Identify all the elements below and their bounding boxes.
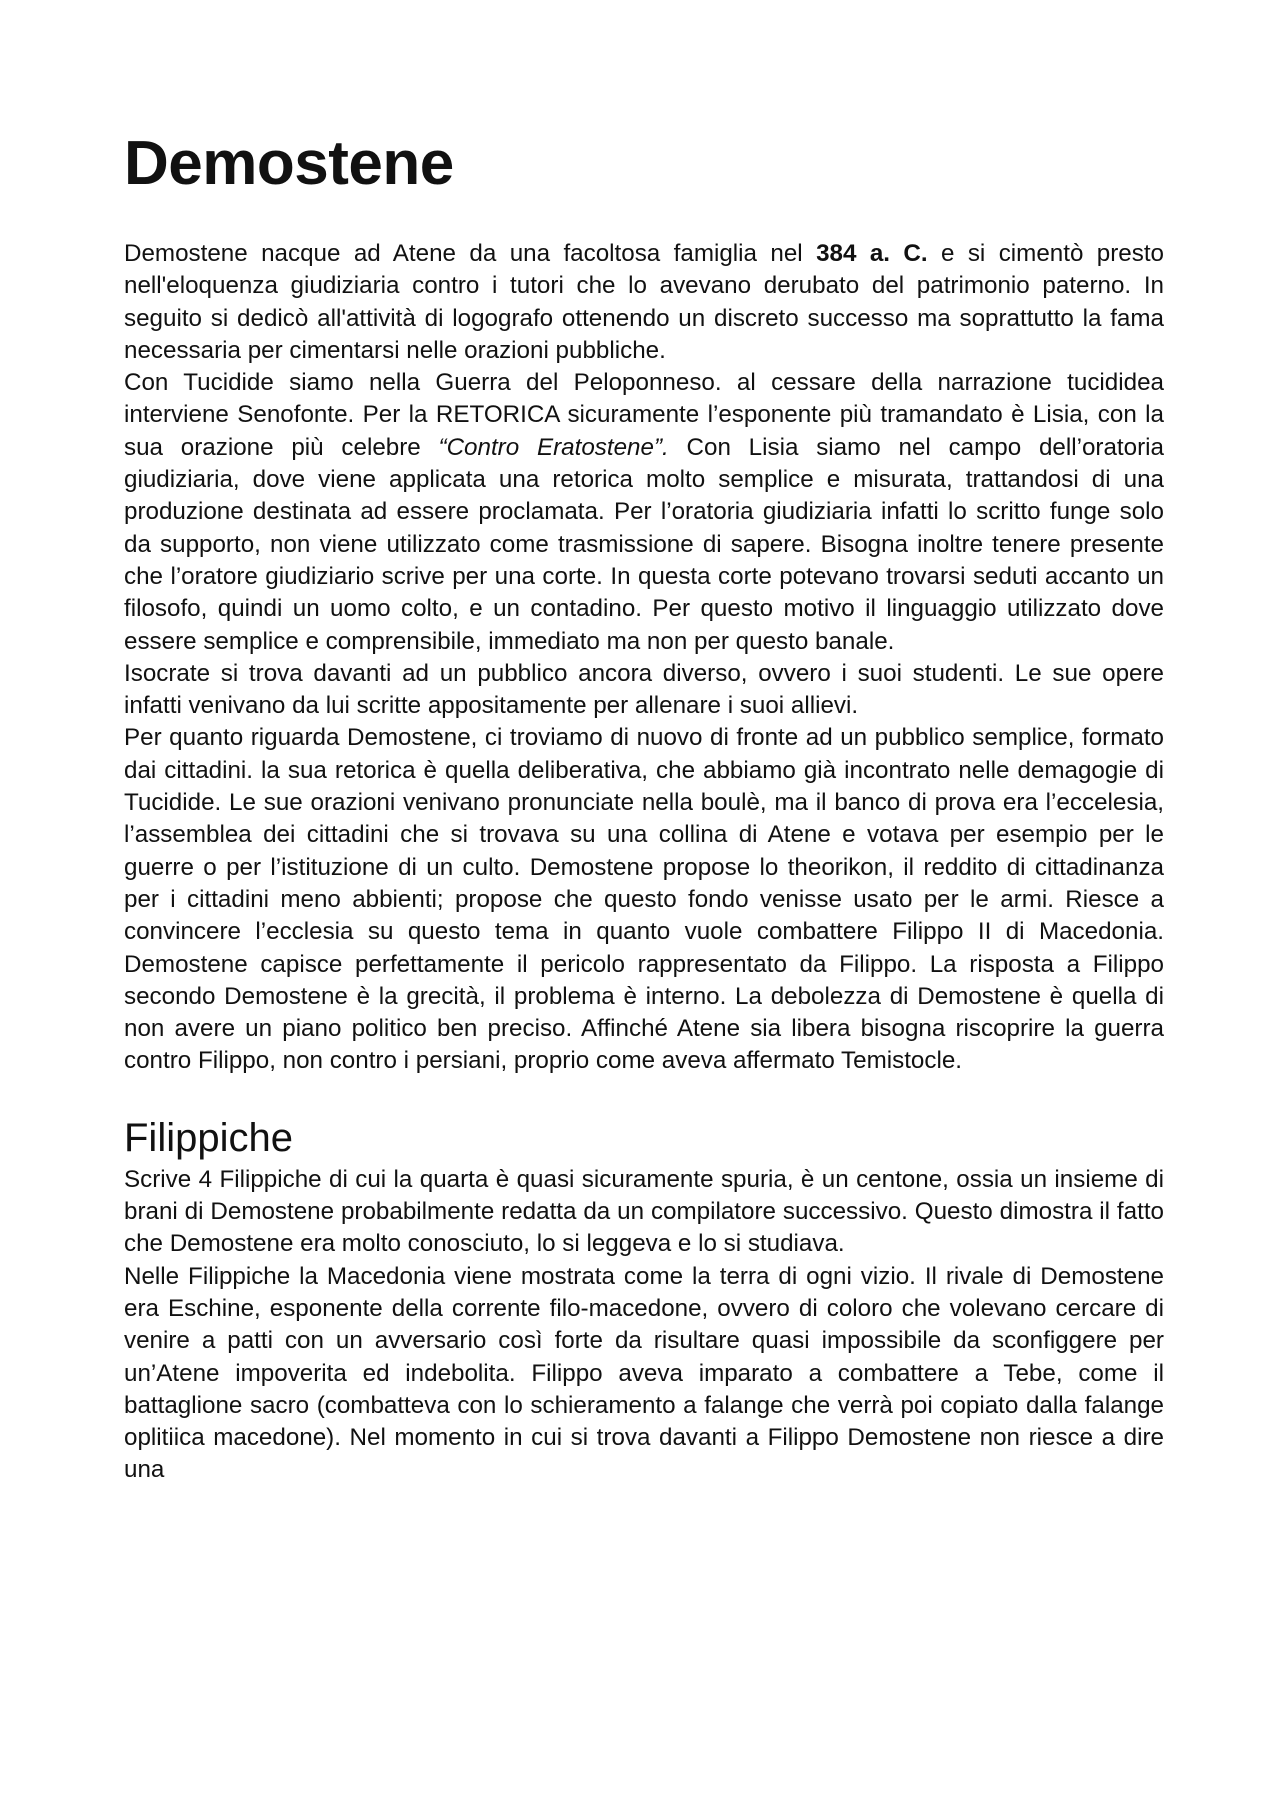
page-title: Demostene (124, 129, 454, 198)
work-title: “Contro Eratostene”. (438, 433, 669, 461)
intro-text-end: e si cimentò presto nell'eloquenza giudiziaria contro i tutori che lo avevano derubato del patrimonio paterno. In seguito si dedicò all'attività di logografo ottenendo un discreto successo ma soprattutto la fama necessaria per cimentarsi nelle orazioni pubbliche. (124, 240, 1165, 364)
section-title-filippiche: Filippiche (124, 1115, 293, 1160)
tucidide-text-end: Con Lisia siamo nel campo dell’oratoria giudiziaria, dove viene applicata una retorica molto semplice e misurata, trattandosi di una produzione destinata ad essere proclamata. Per l’oratoria giudiziaria infatti lo scritto funge solo da supporto, non viene utilizzato come trasmissione di sapere. Bisogna inoltre tenere presente che l’oratore giudiziario scrive per una corte. In questa corte potevano trovarsi seduti accanto un filosofo, quindi un uomo colto, e un contadino. Per questo motivo il linguaggio utilizzato dove essere semplice e comprensibile, immediato ma non per questo banale. (124, 433, 1164, 655)
intro-paragraph (124, 238, 1164, 367)
intro-text-start: Demostene nacque ad Atene da una facoltosa famiglia nel (124, 240, 817, 267)
filippiche-paragraph-1: Scrive 4 Filippiche di cui la quarta è quasi sicuramente spuria, è un centone, ossia un insieme di brani di Demostene probabilmente redatta da un compilatore successivo. Questo dimostra il fatto che Demostene era molto conosciuto, lo si leggeva e lo si studiava. (124, 1165, 1164, 1258)
document-page (124, 124, 1164, 1487)
isocrate-paragraph: Isocrate si trova davanti ad un pubblico ancora diverso, ovvero i suoi studenti. Le sue opere infatti venivano da lui scritte appositamente per allenare i suoi allievi. (124, 659, 1164, 720)
tucidide-paragraph (124, 367, 1164, 658)
tucidide-text-start: Con Tucidide siamo nella Guerra del Peloponneso. al cessare della narrazione tucididea interviene Senofonte. Per la RETORICA sicuramente l’esponente più tramandato è Lisia, con la sua orazione più celebre (124, 369, 1164, 461)
birth-date: 384 a. C. (816, 240, 928, 267)
filippiche-paragraph-2: Nelle Filippiche la Macedonia viene mostrata come la terra di ogni vizio. Il rivale di Demostene era Eschine, esponente della corrente filo-macedone, ovvero di coloro che volevano cercare di venire a patti con un avversario così forte da risultare quasi impossibile da sconfiggere per un’Atene impoverita ed indebolita. Filippo aveva imparato a combattere a Tebe, come il battaglione sacro (combatteva con lo schieramento a falange che verrà poi copiato dalla falange oplitiica macedone). Nel momento in cui si trova davanti a Filippo Demostene non riesce a dire una (124, 1262, 1164, 1484)
demostene-paragraph: Per quanto riguarda Demostene, ci troviamo di nuovo di fronte ad un pubblico semplice, formato dai cittadini. la sua retorica è quella deliberativa, che abbiamo già incontrato nelle demagogie di Tucidide. Le sue orazioni venivano pronunciate nella boulè, ma il banco di prova era l’eccelesia, l’assemblea dei cittadini che si trovava su una collina di Atene e votava per esempio per le guerre o per l’istituzione di un culto. Demostene propose lo theorikon, il reddito di cittadinanza per i cittadini meno abbienti; propose che questo fondo venisse usato per le armi. Riesce a convincere l’ecclesia su questo tema in quanto vuole combattere Filippo II di Macedonia. Demostene capisce perfettamente il pericolo rappresentato da Filippo. La risposta a Filippo secondo Demostene è la grecità, il problema è interno. La debolezza di Demostene è quella di non avere un piano politico ben preciso. Affinché Atene sia libera bisogna riscoprire la guerra contro Filippo, non contro i persiani, proprio come aveva affermato Temistocle. (124, 724, 1164, 1075)
